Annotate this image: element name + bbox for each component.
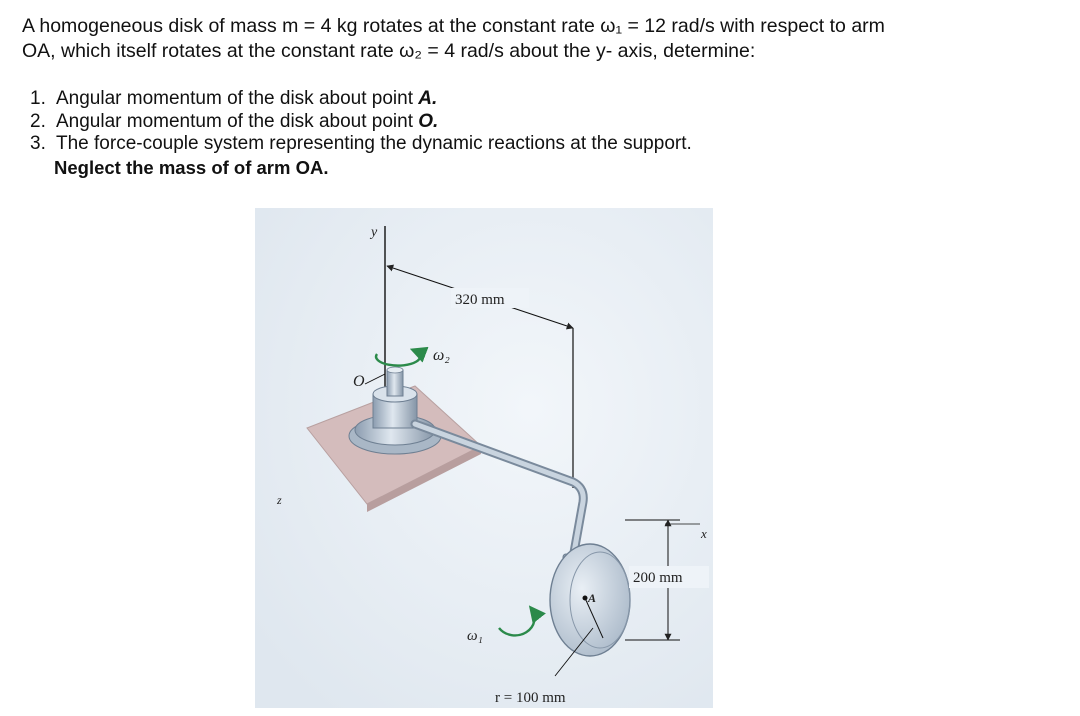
task-item-3	[22, 133, 1062, 156]
omega2-label: ω₂	[433, 347, 450, 364]
dimension-height-label: 200 mm	[633, 570, 683, 586]
radius-label: r = 100 mm	[495, 690, 566, 706]
intro-line-1: A homogeneous disk of mass m = 4 kg rotates at the constant rate ω₁ = 12 rad/s with respect to arm	[22, 15, 885, 37]
z-axis-label: z	[277, 493, 282, 507]
task-list	[22, 88, 1062, 156]
task-text: The force-couple system representing the dynamic reactions at the support.	[56, 133, 692, 154]
task-item-1	[22, 88, 1062, 111]
x-axis-label: x	[701, 526, 707, 541]
task-number: 2.	[30, 110, 46, 132]
task-number: 3.	[30, 133, 46, 154]
point-o-label: O	[353, 373, 365, 390]
point-a-dot	[583, 596, 588, 601]
task-point: A.	[418, 88, 438, 109]
task-text: Angular momentum of the disk about point	[56, 110, 419, 132]
point-a-label: A	[588, 591, 597, 605]
task-number: 1.	[30, 88, 46, 109]
problem-statement	[22, 14, 1062, 179]
y-axis-label: y	[371, 225, 378, 240]
note: Neglect the mass of of arm OA.	[54, 156, 329, 178]
task-point: O.	[418, 110, 439, 132]
task-text: Angular momentum of the disk about point	[56, 88, 419, 109]
omega1-label: ω₁	[467, 628, 483, 644]
shaft	[387, 370, 403, 396]
figure-background	[255, 208, 713, 708]
mechanism-figure	[255, 208, 713, 708]
shaft-top	[387, 367, 403, 373]
mechanism-diagram	[255, 208, 713, 708]
dimension-arm-label: 320 mm	[455, 292, 505, 308]
intro-line-2: OA, which itself rotates at the constant rate ω₂ = 4 rad/s about the y- axis, determine:	[22, 40, 756, 62]
task-item-2	[22, 111, 1062, 134]
